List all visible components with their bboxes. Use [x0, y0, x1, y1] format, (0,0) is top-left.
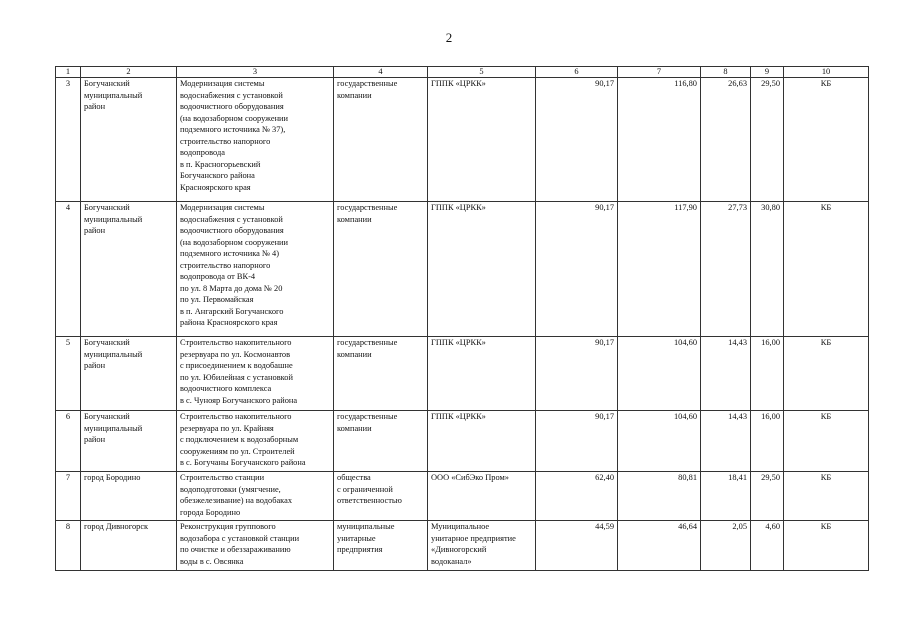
- org-type-cell: государственные компании: [334, 78, 428, 202]
- value-cell-8: 14,43: [701, 337, 751, 411]
- value-cell-9: 16,00: [751, 411, 784, 472]
- value-cell-6: 90,17: [536, 337, 618, 411]
- table-row: [56, 78, 869, 202]
- value-cell-9: 29,50: [751, 472, 784, 521]
- org-name-cell: ООО «СибЭко Пром»: [428, 472, 536, 521]
- description-cell: Модернизация системы водоснабжения с установкой водоочистного оборудования (на водозаборном сооружении подземного источника № 37), строительство напорного водопровода в п. Красногорьевский Богучанского района Красноярского края: [177, 78, 334, 202]
- value-cell-7: 104,60: [618, 411, 701, 472]
- municipality-cell: Богучанский муниципальный район: [81, 337, 177, 411]
- value-cell-9: 30,80: [751, 202, 784, 337]
- org-name-cell: ГППК «ЦРКК»: [428, 78, 536, 202]
- org-type-cell: государственные компании: [334, 411, 428, 472]
- column-header: 9: [751, 67, 784, 78]
- value-cell-8: 26,63: [701, 78, 751, 202]
- funding-source-cell: КБ: [784, 337, 869, 411]
- table-row: [56, 337, 869, 411]
- investment-table: [55, 66, 869, 571]
- description-cell: Строительство накопительного резервуара по ул. Крайняя с подключением к водозаборным сооружениям по ул. Строителей в с. Богучаны Богучанского района: [177, 411, 334, 472]
- column-header: 3: [177, 67, 334, 78]
- description-cell: Модернизация системы водоснабжения с установкой водоочистного оборудования (на водозаборном сооружении подземного источника № 4) строительство напорного водопровода от ВК-4 по ул. 8 Марта до дома № 20 по ул. Первомайская в п. Ангарский Богучанского района Красноярского края: [177, 202, 334, 337]
- funding-source-cell: КБ: [784, 472, 869, 521]
- value-cell-7: 80,81: [618, 472, 701, 521]
- funding-source-cell: КБ: [784, 78, 869, 202]
- funding-source-cell: КБ: [784, 411, 869, 472]
- table-row: [56, 472, 869, 521]
- description-cell: Строительство накопительного резервуара по ул. Космонавтов с присоединением к водобашне по ул. Юбилейная с установкой водоочистного комплекса в с. Чунояр Богучанского района: [177, 337, 334, 411]
- value-cell-8: 27,73: [701, 202, 751, 337]
- row-number-cell: 5: [56, 337, 81, 411]
- org-type-cell: государственные компании: [334, 202, 428, 337]
- municipality-cell: Богучанский муниципальный район: [81, 202, 177, 337]
- funding-source-cell: КБ: [784, 521, 869, 571]
- value-cell-6: 90,17: [536, 78, 618, 202]
- row-number-cell: 6: [56, 411, 81, 472]
- description-cell: Строительство станции водоподготовки (умягчение, обезжелезивание) на водобаках города Бородино: [177, 472, 334, 521]
- value-cell-8: 2,05: [701, 521, 751, 571]
- municipality-cell: город Дивногорск: [81, 521, 177, 571]
- org-name-cell: ГППК «ЦРКК»: [428, 411, 536, 472]
- value-cell-8: 18,41: [701, 472, 751, 521]
- org-name-cell: Муниципальное унитарное предприятие «Дивногорский водоканал»: [428, 521, 536, 571]
- municipality-cell: Богучанский муниципальный район: [81, 78, 177, 202]
- value-cell-9: 29,50: [751, 78, 784, 202]
- row-number-cell: 3: [56, 78, 81, 202]
- column-header: 2: [81, 67, 177, 78]
- municipality-cell: Богучанский муниципальный район: [81, 411, 177, 472]
- row-number-cell: 4: [56, 202, 81, 337]
- column-header: 6: [536, 67, 618, 78]
- page-number: 2: [445, 30, 453, 45]
- table-header-row: [56, 67, 869, 78]
- column-header: 4: [334, 67, 428, 78]
- table-row: [56, 521, 869, 571]
- row-number-cell: 7: [56, 472, 81, 521]
- municipality-cell: город Бородино: [81, 472, 177, 521]
- org-type-cell: государственные компании: [334, 337, 428, 411]
- value-cell-7: 117,90: [618, 202, 701, 337]
- column-header: 10: [784, 67, 869, 78]
- value-cell-6: 44,59: [536, 521, 618, 571]
- value-cell-7: 46,64: [618, 521, 701, 571]
- org-name-cell: ГППК «ЦРКК»: [428, 202, 536, 337]
- description-cell: Реконструкция группового водозабора с установкой станции по очистке и обеззараживанию воды в с. Овсянка: [177, 521, 334, 571]
- value-cell-9: 16,00: [751, 337, 784, 411]
- column-header: 5: [428, 67, 536, 78]
- column-header: 8: [701, 67, 751, 78]
- value-cell-9: 4,60: [751, 521, 784, 571]
- value-cell-6: 90,17: [536, 202, 618, 337]
- org-type-cell: общества с ограниченной ответственностью: [334, 472, 428, 521]
- value-cell-7: 104,60: [618, 337, 701, 411]
- value-cell-6: 90,17: [536, 411, 618, 472]
- table-row: [56, 411, 869, 472]
- column-header: 1: [56, 67, 81, 78]
- table-row: [56, 202, 869, 337]
- org-type-cell: муниципальные унитарные предприятия: [334, 521, 428, 571]
- org-name-cell: ГППК «ЦРКК»: [428, 337, 536, 411]
- value-cell-8: 14,43: [701, 411, 751, 472]
- value-cell-7: 116,80: [618, 78, 701, 202]
- value-cell-6: 62,40: [536, 472, 618, 521]
- funding-source-cell: КБ: [784, 202, 869, 337]
- row-number-cell: 8: [56, 521, 81, 571]
- column-header: 7: [618, 67, 701, 78]
